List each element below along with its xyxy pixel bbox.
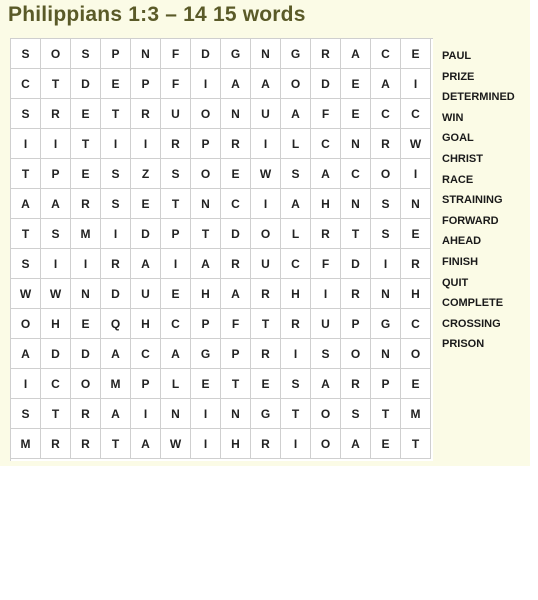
grid-cell[interactable]: H [191,279,221,309]
grid-cell[interactable]: D [71,339,101,369]
grid-cell[interactable]: O [71,369,101,399]
grid-cell[interactable]: O [281,69,311,99]
word-list-item: AHEAD [442,235,482,248]
grid-cell[interactable]: D [311,69,341,99]
grid-cell[interactable]: O [401,339,431,369]
grid-cell[interactable]: S [161,159,191,189]
grid-cell[interactable]: A [41,189,71,219]
grid-cell[interactable]: R [281,309,311,339]
grid-cell[interactable]: I [101,129,131,159]
word-list-item: WIN [442,111,464,124]
grid-cell[interactable]: A [11,339,41,369]
grid-cell[interactable]: S [41,219,71,249]
grid-cell[interactable]: I [281,339,311,369]
grid-cell[interactable]: P [41,159,71,189]
grid-cell[interactable]: W [41,279,71,309]
word-list-item: COMPLETE [442,297,504,310]
grid-cell[interactable]: E [401,39,431,69]
grid-cell[interactable]: S [11,249,41,279]
grid-cell[interactable]: O [371,159,401,189]
grid-cell[interactable]: I [101,219,131,249]
grid-cell[interactable]: R [401,249,431,279]
grid-cell[interactable]: C [131,339,161,369]
grid-cell[interactable]: R [311,39,341,69]
grid-cell[interactable]: D [341,249,371,279]
grid-cell[interactable]: C [371,99,401,129]
grid-cell[interactable]: R [71,399,101,429]
grid-cell[interactable]: R [311,219,341,249]
grid-cell[interactable]: H [401,279,431,309]
grid-cell[interactable]: R [371,129,401,159]
grid-cell[interactable]: R [221,129,251,159]
grid-cell[interactable]: A [11,189,41,219]
grid-cell[interactable]: N [251,39,281,69]
grid-cell[interactable]: P [341,309,371,339]
grid-cell[interactable]: U [131,279,161,309]
grid-cell[interactable]: S [11,39,41,69]
grid-cell[interactable]: D [191,39,221,69]
grid-cell[interactable]: I [131,399,161,429]
grid-cell[interactable]: C [221,189,251,219]
grid-cell[interactable]: E [71,99,101,129]
grid-cell[interactable]: N [71,279,101,309]
word-list-item: GOAL [442,132,474,145]
grid-cell[interactable]: C [161,309,191,339]
grid-cell[interactable]: N [341,129,371,159]
grid-cell[interactable]: R [251,339,281,369]
word-list-item: PRISON [442,338,485,351]
grid-cell[interactable]: A [221,279,251,309]
grid-cell[interactable]: I [11,129,41,159]
grid-cell[interactable]: M [101,369,131,399]
grid-cell[interactable]: E [341,69,371,99]
grid-cell[interactable]: P [371,369,401,399]
grid-cell[interactable]: A [191,249,221,279]
grid-cell[interactable]: S [371,219,401,249]
grid-cell[interactable]: T [281,399,311,429]
grid-cell[interactable]: C [41,369,71,399]
grid-cell[interactable]: O [311,399,341,429]
grid-cell[interactable]: S [281,159,311,189]
grid-cell[interactable]: U [251,99,281,129]
grid-cell[interactable]: T [41,69,71,99]
grid-cell[interactable]: D [131,219,161,249]
grid-cell[interactable]: T [341,219,371,249]
word-list-item: DETERMINED [442,91,515,104]
grid-cell[interactable]: A [221,69,251,99]
grid-cell[interactable]: L [281,129,311,159]
word-list-item: CROSSING [442,317,501,330]
word-list-item: FORWARD [442,214,499,227]
grid-cell[interactable]: O [311,429,341,459]
grid-cell[interactable]: Z [131,159,161,189]
grid-cell[interactable]: A [371,69,401,99]
grid-cell[interactable]: T [371,399,401,429]
grid-cell[interactable]: H [221,429,251,459]
grid-cell[interactable]: O [11,309,41,339]
grid-cell[interactable]: C [311,129,341,159]
grid-cell[interactable]: I [251,189,281,219]
grid-cell[interactable]: O [251,219,281,249]
grid-cell[interactable]: G [281,39,311,69]
grid-cell[interactable]: P [131,69,161,99]
grid-cell[interactable]: C [11,69,41,99]
grid-cell[interactable]: M [11,429,41,459]
grid-cell[interactable]: S [281,369,311,399]
grid-cell[interactable]: G [221,39,251,69]
grid-cell[interactable]: S [101,159,131,189]
grid-cell[interactable]: O [191,99,221,129]
letter-grid [10,38,433,461]
grid-cell[interactable]: A [131,249,161,279]
grid-cell[interactable]: P [221,339,251,369]
grid-cell[interactable]: A [101,399,131,429]
grid-cell[interactable]: W [11,279,41,309]
grid-cell[interactable]: U [251,249,281,279]
grid-cell[interactable]: P [101,39,131,69]
word-list-item: QUIT [442,276,469,289]
grid-cell[interactable]: N [161,399,191,429]
grid-cell[interactable]: T [11,219,41,249]
grid-cell[interactable]: S [311,339,341,369]
grid-cell[interactable]: N [371,279,401,309]
grid-cell[interactable]: E [161,279,191,309]
grid-cell[interactable]: D [71,69,101,99]
grid-cell[interactable]: R [101,249,131,279]
grid-cell[interactable]: I [401,69,431,99]
grid-cell[interactable]: P [131,369,161,399]
grid-cell[interactable]: I [71,249,101,279]
grid-cell[interactable]: N [371,339,401,369]
grid-cell[interactable]: F [161,69,191,99]
grid-cell[interactable]: A [281,99,311,129]
grid-cell[interactable]: T [101,99,131,129]
grid-cell[interactable]: S [341,399,371,429]
grid-cell[interactable]: A [341,39,371,69]
grid-cell[interactable]: E [401,219,431,249]
grid-cell[interactable]: C [371,39,401,69]
grid-cell[interactable]: C [341,159,371,189]
grid-cell[interactable]: I [41,249,71,279]
grid-cell[interactable]: H [281,279,311,309]
grid-cell[interactable]: A [101,339,131,369]
grid-cell[interactable]: I [401,159,431,189]
grid-cell[interactable]: W [401,129,431,159]
grid-cell[interactable]: T [221,369,251,399]
grid-cell[interactable]: E [131,189,161,219]
grid-cell[interactable]: I [161,249,191,279]
grid-cell[interactable]: M [71,219,101,249]
grid-cell[interactable]: R [221,249,251,279]
grid-cell[interactable]: A [281,189,311,219]
grid-cell[interactable]: I [131,129,161,159]
grid-cell[interactable]: O [341,339,371,369]
grid-cell[interactable]: I [251,129,281,159]
grid-cell[interactable]: O [191,159,221,189]
grid-cell[interactable]: E [401,369,431,399]
word-list-item: STRAINING [442,194,503,207]
grid-cell[interactable]: D [221,219,251,249]
grid-cell[interactable]: I [11,369,41,399]
grid-cell[interactable]: S [11,99,41,129]
grid-cell[interactable]: P [191,309,221,339]
grid-cell[interactable]: A [311,369,341,399]
grid-cell[interactable]: R [41,99,71,129]
grid-cell[interactable]: A [341,429,371,459]
word-list [442,46,515,355]
word-list-item: FINISH [442,255,479,268]
grid-cell[interactable]: G [371,309,401,339]
grid-cell[interactable]: R [341,369,371,399]
grid-cell[interactable]: D [41,339,71,369]
grid-cell[interactable]: E [71,159,101,189]
grid-cell[interactable]: I [191,429,221,459]
grid-cell[interactable]: I [281,429,311,459]
grid-cell[interactable]: E [191,369,221,399]
grid-cell[interactable]: R [71,429,101,459]
grid-cell[interactable]: E [251,369,281,399]
grid-cell[interactable]: M [401,399,431,429]
grid-cell[interactable]: R [251,429,281,459]
grid-cell[interactable]: Q [101,309,131,339]
grid-cell[interactable]: C [281,249,311,279]
grid-cell[interactable]: T [101,429,131,459]
grid-cell[interactable]: F [311,249,341,279]
grid-cell[interactable]: E [371,429,401,459]
grid-cell[interactable]: R [341,279,371,309]
grid-cell[interactable]: S [101,189,131,219]
word-list-item: CHRIST [442,152,483,165]
grid-cell[interactable]: E [341,99,371,129]
grid-cell[interactable]: F [161,39,191,69]
grid-cell[interactable]: N [401,189,431,219]
grid-cell[interactable]: I [191,69,221,99]
grid-cell[interactable]: H [131,309,161,339]
grid-cell[interactable]: T [11,159,41,189]
grid-cell[interactable]: F [311,99,341,129]
grid-cell[interactable]: T [71,129,101,159]
grid-cell[interactable]: L [161,369,191,399]
grid-cell[interactable]: E [101,69,131,99]
grid-cell[interactable]: E [221,159,251,189]
grid-cell[interactable]: N [191,189,221,219]
grid-cell[interactable]: A [251,69,281,99]
grid-cell[interactable]: I [371,249,401,279]
grid-cell[interactable]: P [161,219,191,249]
grid-cell[interactable]: T [251,309,281,339]
grid-cell[interactable]: A [311,159,341,189]
grid-cell[interactable]: W [161,429,191,459]
grid-cell[interactable]: T [161,189,191,219]
grid-cell[interactable]: I [191,399,221,429]
grid-cell[interactable]: R [161,129,191,159]
grid-cell[interactable]: R [251,279,281,309]
grid-cell[interactable]: L [281,219,311,249]
grid-cell[interactable]: R [71,189,101,219]
grid-cell[interactable]: C [401,309,431,339]
word-list-item: PAUL [442,50,472,62]
grid-cell[interactable]: O [41,39,71,69]
grid-cell[interactable]: S [371,189,401,219]
grid-cell[interactable]: D [101,279,131,309]
grid-cell[interactable]: T [191,219,221,249]
grid-cell[interactable]: A [161,339,191,369]
word-list-item: RACE [442,173,474,186]
grid-cell[interactable]: G [251,399,281,429]
grid-cell[interactable]: S [71,39,101,69]
page-title: Philippians 1:3 – 14 15 words [8,3,306,26]
grid-cell[interactable]: H [41,309,71,339]
grid-cell[interactable]: S [11,399,41,429]
grid-cell[interactable]: N [221,399,251,429]
grid-cell[interactable]: I [41,129,71,159]
grid-cell[interactable]: W [251,159,281,189]
grid-cell[interactable]: N [221,99,251,129]
grid-cell[interactable]: C [401,99,431,129]
grid-cell[interactable]: U [311,309,341,339]
word-list-item: PRIZE [442,70,475,83]
grid-cell[interactable]: T [401,429,431,459]
grid-cell[interactable]: T [41,399,71,429]
grid-cell[interactable]: R [41,429,71,459]
grid-cell[interactable]: P [191,129,221,159]
grid-cell[interactable]: F [221,309,251,339]
grid-cell[interactable]: U [161,99,191,129]
grid-cell[interactable]: H [311,189,341,219]
grid-cell[interactable]: N [131,39,161,69]
grid-cell[interactable]: G [191,339,221,369]
grid-cell[interactable]: A [131,429,161,459]
grid-cell[interactable]: I [311,279,341,309]
grid-cell[interactable]: R [131,99,161,129]
grid-cell[interactable]: E [71,309,101,339]
grid-cell[interactable]: N [341,189,371,219]
